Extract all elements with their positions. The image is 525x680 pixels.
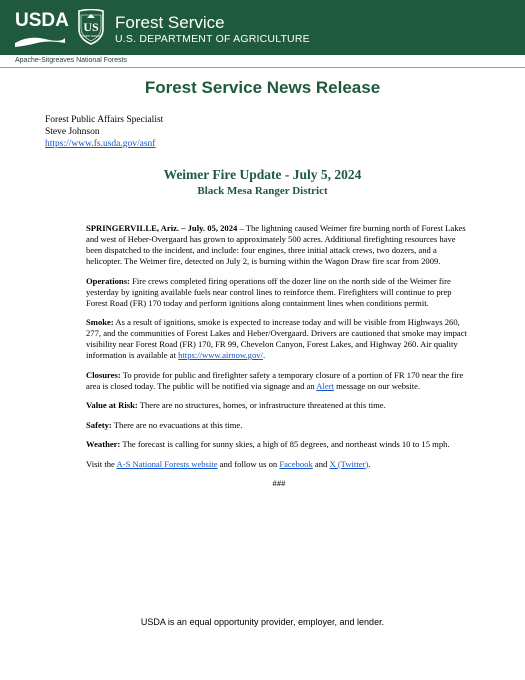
closures-paragraph bbox=[86, 370, 472, 392]
shield-caption: FOREST SERVICE bbox=[81, 36, 101, 38]
department-name: U.S. DEPARTMENT OF AGRICULTURE bbox=[115, 33, 310, 45]
value-at-risk-label: Value at Risk: bbox=[86, 400, 138, 410]
forest-name: Apache-Sitgreaves National Forests bbox=[15, 57, 128, 64]
district-name: Black Mesa Ranger District bbox=[197, 185, 328, 197]
contact-block bbox=[45, 114, 163, 150]
update-title: Weimer Fire Update - July 5, 2024 bbox=[163, 167, 362, 182]
release-body bbox=[86, 223, 472, 498]
usda-swoosh-icon bbox=[15, 34, 65, 48]
smoke-label: Smoke: bbox=[86, 317, 114, 327]
header-divider bbox=[0, 67, 525, 68]
visit-middle: and follow us on bbox=[217, 458, 280, 469]
footer-statement: USDA is an equal opportunity provider, employer, and lender. bbox=[140, 617, 385, 627]
value-at-risk-text: There are no structures, homes, or infrastructure threatened at this time. bbox=[137, 400, 386, 410]
usda-logo-text: USDA bbox=[15, 10, 69, 31]
airnow-link[interactable]: https://www.airnow.gov/ bbox=[178, 350, 263, 360]
weather-text: The forecast is calling for sunny skies, a high of 85 degrees, and northeast winds 10 to 15 mph. bbox=[120, 439, 450, 449]
visit-prefix: Visit the bbox=[86, 458, 117, 469]
closures-label: Closures: bbox=[86, 369, 121, 380]
closures-text: To provide for public and firefighter safety a temporary closure of a portion of FR 170 near the fire area is closed today. The public will be notified via signage and an bbox=[86, 369, 464, 391]
safety-label: Safety: bbox=[86, 419, 112, 430]
safety-text: There are no evacuations at this time. bbox=[111, 419, 243, 430]
end-mark: ### bbox=[272, 478, 286, 488]
facebook-link[interactable]: Facebook bbox=[279, 458, 313, 469]
intro-paragraph bbox=[86, 223, 472, 267]
operations-paragraph bbox=[86, 276, 472, 309]
smoke-paragraph bbox=[86, 317, 472, 361]
operations-text: Fire crews completed firing operations off the dozer line on the north side of the Weimer fire yesterday by igniting available fuels near control lines to reinforce them. Firefighters will continue to prep Forest Road (FR) 170 today and perform ignitions along containment lines when conditions permit. bbox=[86, 275, 452, 308]
contact-role: Forest Public Affairs Specialist bbox=[45, 115, 164, 125]
dateline: SPRINGERVILLE, Ariz. – July. 05, 2024 bbox=[86, 223, 238, 233]
closures-end: message on our website. bbox=[333, 380, 421, 391]
operations-label: Operations: bbox=[86, 275, 130, 286]
smoke-end: . bbox=[262, 350, 266, 360]
smoke-text: As a result of ignitions, smoke is expected to increase today and will be visible from Highways 260, 277, and the communities of Forest Lakes and Heber/Overgaard. Drivers are cautioned that smoke may impact visibility near Forest Road (FR) 170, FR 99, Chevelon Canyon, Forest Lakes, and Highway 260. Air quality information is available at bbox=[86, 317, 467, 360]
weather-paragraph bbox=[86, 439, 472, 450]
intro-text: – The lightning caused Weimer fire burning north of Forest Lakes and west of Heber-Overgaard has grown to approximately 500 acres. Additional firefighting resources have been dispatched to the incident, and include: four engines, three initial attack crews, two dozers, and a helicopter. The Weimer fire, detected on July 2, is burning within the Wagon Draw fire scar from 2009. bbox=[86, 223, 466, 266]
agency-name: Forest Service bbox=[115, 13, 225, 32]
release-title: Forest Service News Release bbox=[144, 78, 381, 97]
visit-and: and bbox=[312, 458, 330, 469]
header-banner bbox=[0, 0, 525, 55]
safety-paragraph bbox=[86, 420, 472, 431]
shield-letters: US bbox=[83, 20, 99, 34]
x-twitter-link[interactable]: X (Twitter) bbox=[329, 458, 369, 469]
alert-link[interactable]: Alert bbox=[316, 380, 334, 391]
forest-website-link[interactable]: A-S National Forests website bbox=[116, 458, 218, 469]
visit-paragraph bbox=[86, 459, 472, 470]
contact-url-link[interactable]: https://www.fs.usda.gov/asnf bbox=[45, 139, 156, 149]
weather-label: Weather: bbox=[86, 439, 121, 449]
value-at-risk-paragraph bbox=[86, 400, 472, 411]
contact-name: Steve Johnson bbox=[45, 127, 100, 137]
usda-logo[interactable] bbox=[15, 10, 69, 48]
forest-service-shield-icon bbox=[78, 9, 104, 45]
visit-end: . bbox=[368, 458, 371, 469]
